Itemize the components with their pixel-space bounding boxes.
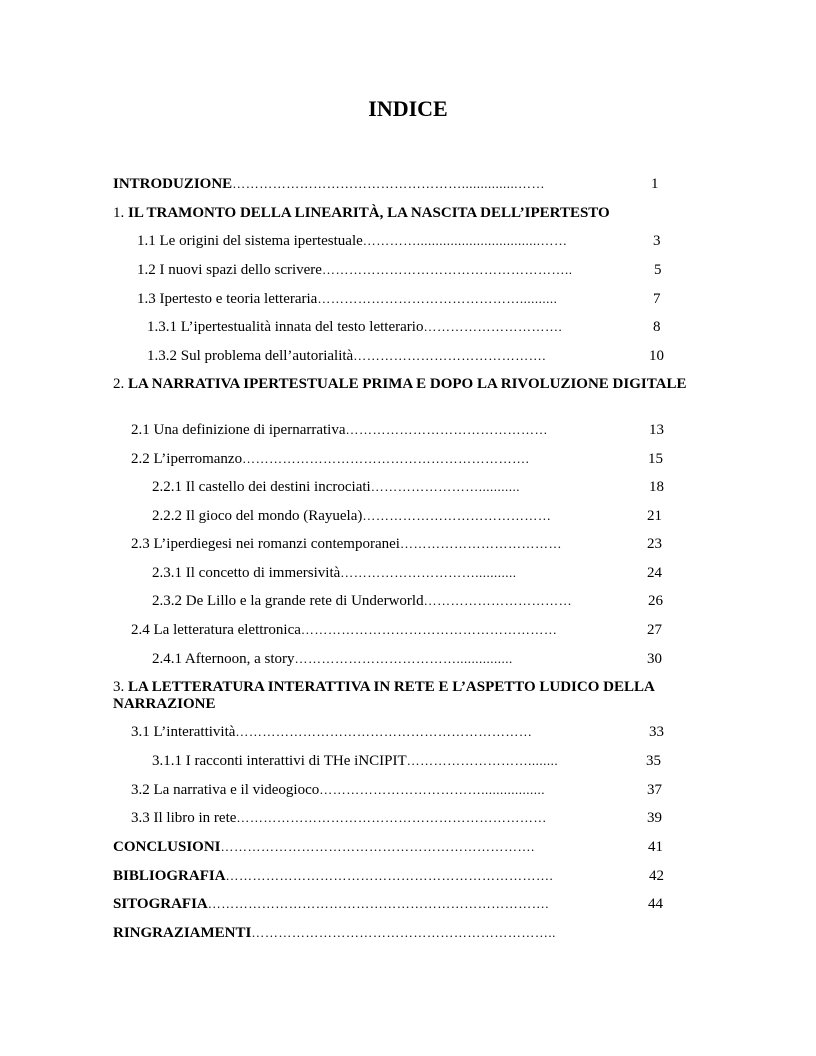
toc-page-number: 41 (648, 839, 663, 855)
toc-entry-label: INTRODUZIONE (113, 176, 233, 192)
toc-entry-label: 1.1 Le origini del sistema ipertestuale (137, 233, 363, 249)
toc-dot-leader: ………………………………………………………….. (251, 925, 556, 940)
toc-page-number: 42 (649, 868, 664, 884)
toc-dot-leader: ………………………………………………………. (242, 451, 530, 466)
toc-entry-2-4-1[interactable] (152, 649, 513, 669)
toc-page-number: 10 (649, 348, 664, 364)
toc-page-number: 8 (653, 319, 661, 335)
toc-entry-1-1[interactable] (137, 231, 568, 251)
toc-dot-leader: ……………………………… (399, 536, 562, 551)
toc-entry-1-2[interactable] (137, 260, 572, 280)
toc-entry-1-3-2[interactable] (147, 346, 546, 366)
toc-entry-label: SITOGRAFIA (113, 896, 208, 912)
toc-entry-conclusioni[interactable] (113, 837, 535, 857)
toc-chapter-1[interactable] (113, 205, 713, 222)
toc-page-number: 24 (647, 565, 662, 581)
chapter-number: 1. (113, 205, 125, 221)
toc-dot-leader: ……………………………………………...............…… (232, 176, 545, 191)
toc-dot-leader: …………………………........... (340, 565, 517, 580)
toc-dot-leader: ………………………………................. (319, 782, 546, 797)
toc-entry-label: 2.2.1 Il castello dei destini incrociati (152, 479, 371, 495)
toc-entry-label: 1.3 Ipertesto e teoria letteraria (137, 291, 318, 307)
toc-dot-leader: ………………………………………………………………. (225, 868, 554, 883)
toc-page-number: 1 (651, 176, 659, 192)
toc-page-number: 37 (647, 782, 662, 798)
toc-dot-leader: ………………………………............... (294, 651, 513, 666)
toc-entry-bibliografia[interactable] (113, 866, 553, 886)
toc-entry-label: 3.3 Il libro in rete (131, 810, 237, 826)
toc-entry-label: 2.2.2 Il gioco del mondo (Rayuela) (152, 508, 363, 524)
page-title: INDICE (368, 96, 448, 121)
toc-entry-label: 2.3 L’iperdiegesi nei romanzi contemporanei (131, 536, 400, 552)
toc-entry-label: CONCLUSIONI (113, 839, 221, 855)
toc-entry-label: 2.1 Una definizione di ipernarrativa (131, 422, 346, 438)
toc-chapter-3[interactable] (113, 679, 713, 713)
toc-page-number: 21 (647, 508, 662, 524)
toc-dot-leader: ………………………………………………… (300, 622, 558, 637)
toc-entry-label: BIBLIOGRAFIA (113, 868, 226, 884)
toc-entry-2-3-2[interactable] (152, 591, 572, 611)
toc-page-number: 35 (646, 753, 661, 769)
toc-page-number: 30 (647, 651, 662, 667)
chapter-title: LA NARRATIVA IPERTESTUALE PRIMA E DOPO LA RIVOLUZIONE DIGITALE (128, 376, 687, 392)
toc-entry-3-3[interactable] (131, 808, 547, 828)
toc-entry-ringraziamenti[interactable] (113, 923, 556, 943)
toc-entry-label: 1.3.2 Sul problema dell’autorialità (147, 348, 354, 364)
toc-chapter-2[interactable] (113, 376, 713, 393)
toc-dot-leader: ………………………........ (406, 753, 559, 768)
toc-dot-leader: ……………………………………………….. (321, 262, 573, 277)
toc-page-number: 15 (648, 451, 663, 467)
toc-page-number: 44 (648, 896, 663, 912)
toc-entry-2-1[interactable] (131, 420, 548, 440)
toc-entry-label: 2.4 La letteratura elettronica (131, 622, 301, 638)
toc-page-number: 33 (649, 724, 664, 740)
chapter-title: IL TRAMONTO DELLA LINEARITÀ, LA NASCITA DELL’IPERTESTO (128, 205, 610, 221)
toc-entry-sitografia[interactable] (113, 894, 549, 914)
toc-page-number: 5 (654, 262, 662, 278)
toc-entry-label: 3.2 La narrativa e il videogioco (131, 782, 320, 798)
toc-entry-label: 1.3.1 L’ipertestualità innata del testo letterario (147, 319, 424, 335)
toc-page-number: 7 (653, 291, 661, 307)
toc-dot-leader: ……………………........... (370, 479, 520, 494)
toc-page-number: 3 (653, 233, 661, 249)
toc-entry-2-3[interactable] (131, 534, 562, 554)
toc-dot-leader: …………………………………… (362, 508, 552, 523)
toc-dot-leader: ……………………………………………………………. (220, 839, 535, 854)
toc-entry-2-4[interactable] (131, 620, 557, 640)
toc-entry-label: 2.4.1 Afternoon, a story (152, 651, 295, 667)
toc-entry-introduzione[interactable] (113, 174, 545, 194)
toc-entry-3-1[interactable] (131, 722, 532, 742)
toc-entry-2-2[interactable] (131, 449, 529, 469)
toc-dot-leader: ……………………………………. (353, 348, 546, 363)
toc-entry-label: 2.3.2 De Lillo e la grande rete di Underworld (152, 593, 424, 609)
toc-dot-leader: ………….................................…… (362, 233, 568, 248)
toc-entry-2-2-2[interactable] (152, 506, 551, 526)
toc-entry-label: 2.3.1 Il concetto di immersività (152, 565, 341, 581)
toc-page-number: 13 (649, 422, 664, 438)
toc-dot-leader: ………………………………………………………… (235, 724, 533, 739)
chapter-number: 2. (113, 376, 125, 392)
toc-entry-3-1-1[interactable] (152, 751, 558, 771)
toc-entry-label: RINGRAZIAMENTI (113, 925, 252, 941)
toc-dot-leader: …………………………………………………………… (236, 810, 547, 825)
toc-entry-2-3-1[interactable] (152, 563, 517, 583)
toc-dot-leader: ……………………………………….......... (317, 291, 558, 306)
toc-entry-1-3-1[interactable] (147, 317, 562, 337)
toc-entry-label: 3.1 L’interattività (131, 724, 236, 740)
toc-dot-leader: …………………………………………………………………. (207, 896, 549, 911)
toc-page-number: 27 (647, 622, 662, 638)
toc-entry-3-2[interactable] (131, 780, 545, 800)
toc-entry-label: 3.1.1 I racconti interattivi di THe iNCIPIT (152, 753, 407, 769)
toc-page-number: 39 (647, 810, 662, 826)
chapter-title: LA LETTERATURA INTERATTIVA IN RETE E L’ASPETTO LUDICO DELLA NARRAZIONE (113, 679, 654, 712)
toc-page-number: 23 (647, 536, 662, 552)
toc-dot-leader: …………………………. (423, 319, 563, 334)
toc-page-number: 26 (648, 593, 663, 609)
toc-dot-leader: …………………………… (423, 593, 573, 608)
toc-entry-2-2-1[interactable] (152, 477, 520, 497)
chapter-number: 3. (113, 679, 125, 695)
toc-entry-1-3[interactable] (137, 289, 557, 309)
toc-dot-leader: ……………………………………… (345, 422, 548, 437)
toc-page-number: 18 (649, 479, 664, 495)
toc-entry-label: 1.2 I nuovi spazi dello scrivere (137, 262, 322, 278)
toc-entry-label: 2.2 L’iperromanzo (131, 451, 243, 467)
